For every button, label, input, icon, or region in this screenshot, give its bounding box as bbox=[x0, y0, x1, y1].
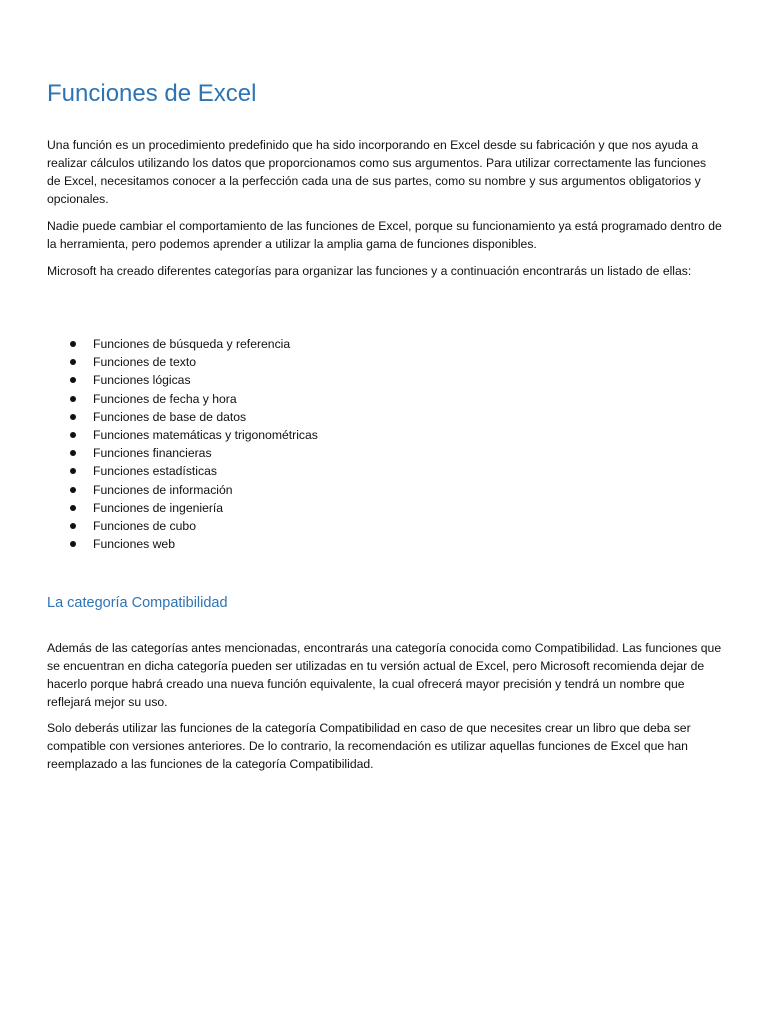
bullet-icon bbox=[70, 341, 76, 347]
list-item-label: Funciones de búsqueda y referencia bbox=[93, 337, 291, 351]
list-item-label: Funciones de ingeniería bbox=[93, 500, 224, 515]
list-item-label: Funciones estadísticas bbox=[93, 464, 217, 479]
intro-paragraph-behavior: Nadie puede cambiar el comportamiento de las funciones de Excel, porque su funcionamiento ya está programado dentro de la herramienta, pero podemos aprender a utilizar la amplia gama de funciones disponibles. bbox=[47, 219, 722, 251]
categories-list bbox=[47, 335, 647, 553]
bullet-icon bbox=[70, 541, 76, 547]
list-item bbox=[47, 517, 647, 535]
bullet-icon bbox=[70, 523, 76, 529]
list-item-label: Funciones financieras bbox=[93, 446, 212, 461]
list-item-label: Funciones lógicas bbox=[93, 373, 191, 388]
list-item-label: Funciones de base de datos bbox=[93, 409, 247, 424]
list-item bbox=[47, 481, 647, 499]
bullet-icon bbox=[70, 377, 76, 383]
list-item bbox=[47, 353, 647, 371]
list-item bbox=[47, 335, 647, 353]
list-item-label: Funciones de cubo bbox=[93, 518, 196, 533]
list-item bbox=[47, 390, 647, 408]
page-title: Funciones de Excel bbox=[47, 80, 257, 107]
bullet-icon bbox=[70, 450, 76, 456]
intro-paragraph-definition: Una función es un procedimiento predefinido que ha sido incorporando en Excel desde su fabricación y que nos ayuda a realizar cálculos utilizando los datos que proporcionamos como sus argumentos. Para utilizar correctamente las funciones de Excel, necesitamos conocer a la perfección cada una de sus partes, como su nombre y sus argumentos obligatorios y opcionales. bbox=[47, 138, 707, 206]
bullet-icon bbox=[70, 468, 76, 474]
list-item bbox=[47, 371, 647, 389]
list-item bbox=[47, 408, 647, 426]
bullet-icon bbox=[70, 432, 76, 438]
bullet-icon bbox=[70, 414, 76, 420]
list-item-label: Funciones de fecha y hora bbox=[93, 391, 237, 406]
section-paragraph-compatibilidad: Además de las categorías antes mencionadas, encontrarás una categoría conocida como Compatibilidad. Las funciones que se encuentran en dicha categoría pueden ser utilizadas en tu versión actual de Excel, pero Microsoft recomienda dejar de hacerlo porque habrá creado una nueva función equivalente, la cual ofrecerá mayor precisión y tendrá un nombre que reflejará mejor su uso. bbox=[47, 641, 722, 709]
bullet-icon bbox=[70, 505, 76, 511]
list-item bbox=[47, 499, 647, 517]
section-heading-compatibilidad: La categoría Compatibilidad bbox=[47, 595, 228, 611]
list-item-label: Funciones web bbox=[93, 537, 175, 552]
list-item-label: Funciones de información bbox=[93, 482, 233, 497]
bullet-icon bbox=[70, 487, 76, 493]
list-item bbox=[47, 426, 647, 444]
list-item bbox=[47, 444, 647, 462]
intro-paragraph-categories: Microsoft ha creado diferentes categorías para organizar las funciones y a continuación encontrarás un listado de ellas: bbox=[47, 264, 692, 278]
list-item bbox=[47, 462, 647, 480]
list-item-label: Funciones de texto bbox=[93, 355, 196, 370]
list-item bbox=[47, 535, 647, 553]
bullet-icon bbox=[70, 359, 76, 365]
section-paragraph-recommendation: Solo deberás utilizar las funciones de la categoría Compatibilidad en caso de que necesites crear un libro que deba ser compatible con versiones anteriores. De lo contrario, la recomendación es utilizar aquellas funciones de Excel que han reemplazado a las funciones de la categoría Compatibilidad. bbox=[47, 721, 691, 771]
list-item-label: Funciones matemáticas y trigonométricas bbox=[93, 427, 318, 442]
bullet-icon bbox=[70, 396, 76, 402]
